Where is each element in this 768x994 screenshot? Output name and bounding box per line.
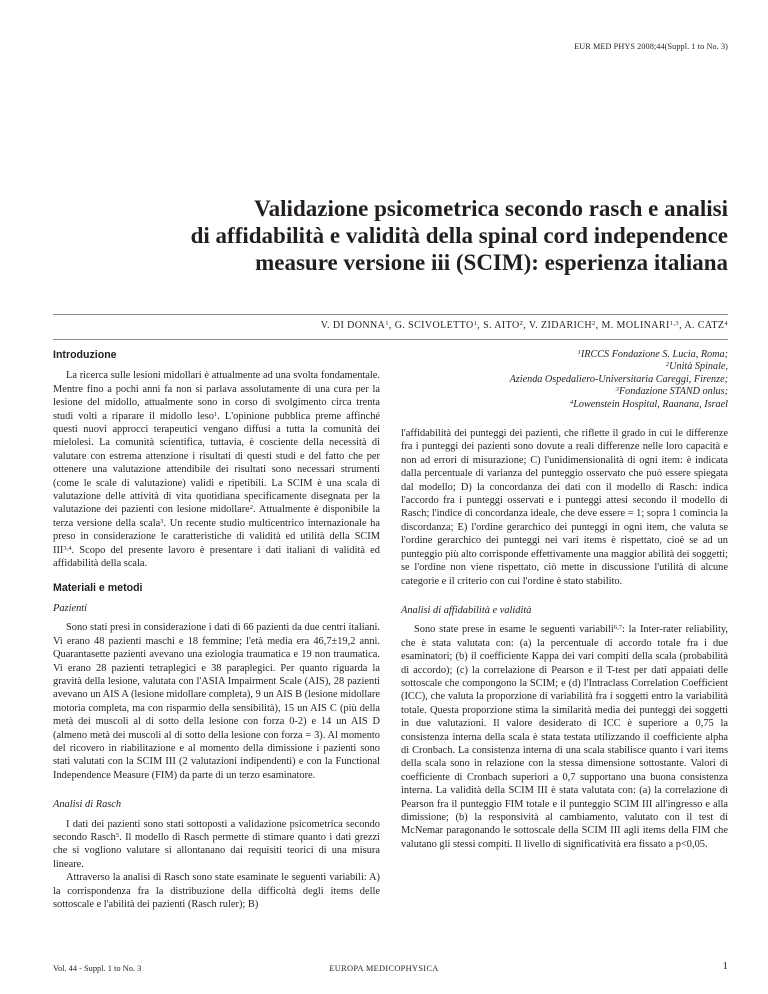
- reliability-section: [401, 604, 728, 851]
- page-number: 1: [722, 960, 728, 972]
- footer-volume: Vol. 44 - Suppl. 1 to No. 3: [53, 964, 142, 973]
- introduction-paragraph: La ricerca sulle lesioni midollari è attualmente ad una svolta fondamentale. Mentre fino a pochi anni fa non si parlava assolutamente di una cura per la lesione del midollo, attualmente sono in corso di svolgimento circa trenta studi volti a riparare il midollo leso$^1$. L'opinione pubblica preme affinché questi nuovi approcci terapeutici vengano diffusi a tutta la comunità dei mielolesi. La comunità scientifica, tuttavia, è cosciente della necessità di valutare con estrema attenzione i risultati di questi studi e del fatto che per ottenere una valutazione attendibile dei risultati sono necessari strumenti (come le scale di valutazione) validi e ripetibili. La SCIM è una scala di valutazione delle attività di vita quotidiana specificamente disegnata per la valutazione dei pazienti con lesione midollare$^2$. Attualmente è disponibile la terza versione della scala$^3$. Un recente studio multicentrico internazionale ha preso in considerazione le caratteristiche di validità ed utilità della SCIM III$^{3,4}$. Scopo del presente lavoro è presentare i dati italiani di validità ed affidabilità della scala.: [53, 370, 380, 570]
- affiliation-line: $^4$Lowenstein Hospital, Raanana, Israel: [569, 398, 728, 410]
- author-affiliation-marker: 2: [519, 320, 524, 327]
- author-name: V. DI DONNA: [320, 320, 386, 331]
- author-name: S. AITO: [483, 320, 520, 331]
- patients-subheading: Pazienti: [53, 602, 88, 614]
- affiliation-line: $^1$IRCCS Fondazione S. Lucia, Roma;: [577, 349, 728, 360]
- title-line-3: measure versione iii (SCIM): esperienza italiana: [255, 250, 728, 275]
- rasch-subheading: Analisi di Rasch: [53, 799, 122, 811]
- title-line-1: Validazione psicometrica secondo rasch e analisi: [254, 196, 728, 221]
- introduction-section: [53, 349, 380, 571]
- reliability-subheading: Analisi di affidabilità e validità: [401, 604, 532, 616]
- author-affiliation-marker: 1,3: [669, 320, 680, 327]
- reliability-paragraph: Sono state prese in esame le seguenti variabili$^{6,7}$: la Inter-rater reliability, che è stata valutata con: (a) la percentuale di accordo totale fra i due esaminatori; (b) il coefficiente Kappa dei vari compiti della scala (probabilità di accordo); (c) la correlazione di Pearson e il T-test per dati appaiati delle sottoscale che compongono la SCIM; e (d) l'Intraclass Correlation Coefficient (ICC), che valuta la proporzione di variabilità fra i soggetti entro la variabilità totale. Questa proporzione stima la similarità media dei punteggi dei soggetti in due valutazioni. Il valore desiderato di ICC è superiore a 0,75 la consistenza interna della scala è stata testata utilizzando il coefficiente alpha di Cronbach. La consistenza interna di una scala stabilisce quanto i vari items della scala sono in relazione con la stessa dimensione sottostante. Valori di coefficiente di Cronbach superiori a 0,7 supportano una buona consistenza interna. La validità della SCIM III è stata valutata con: (a) la correlazione di Pearson fra il punteggio FIM totale e il punteggio SCIM III all'ingresso e alla dimissione; (b) la responsività al cambiamento, valutato con il test di McNemar paragonando le sottoscale della SCIM III agli items della FIM che valutano gli stessi compiti. Il livello di significatività era fissato a p<0,05.: [401, 624, 728, 850]
- rasch-paragraph-1: I dati dei pazienti sono stati sottoposti a validazione psicometrica secondo secondo Rasch$^5$. Il modello di Rasch permette di stimare quanto i dati grezzi che si vogliono valutare si allontanano dai requisiti teorici di una misura lineare.: [53, 818, 381, 870]
- footer-journal: EUROPA MEDICOPHYSICA: [329, 964, 439, 973]
- author-affiliation-marker: 4: [724, 320, 728, 327]
- left-column: [53, 349, 380, 922]
- author-name: V. ZIDARICH: [528, 320, 592, 331]
- rasch-paragraph-2-continued: l'affidabilità dei punteggi dei pazienti, che riflette il grado in cui le differenze fra i punteggi dei pazienti sono dovute a reali differenze nelle loro capacità e non ad errori di misurazione; C) l'unidimensionalità di ogni item: è indicata dalla percentuale di varianza del punteggio osservato che può essere spiegata dal modello; D) la concordanza dei dati con il modello di Rasch: indica l'accordo fra i punteggi osservati e i punteggi attesi secondo il modello di Rasch; l'indice di concordanza ideale, che deve essere = 1; sopra 1 comincia la discordanza; E) l'ordine gerarchico dei punteggi in ogni item, che valuta se l'ordine gerarchico dei punteggi nei vari items è rispettato, cioè se ad un punteggio più alto corrisponde effettivamente una maggior abilità dei soggetti; se l'ordine non viene rispettato, ciò mette in discussione l'utilità di alcune categorie e il criterio con cui l'ordine è stato stabilito.: [401, 428, 728, 587]
- author-name: A. CATZ: [684, 320, 725, 331]
- running-header: EUR MED PHYS 2008;44(Suppl. 1 to No. 3): [574, 42, 728, 51]
- author-affiliation-marker: 1: [385, 320, 389, 327]
- author-affiliation-marker: 1: [473, 320, 478, 327]
- affiliations: [401, 349, 728, 411]
- affiliation-line: $^2$Unità Spinale,: [665, 361, 728, 373]
- author-rule-bottom: [53, 339, 728, 340]
- affiliation-line: Azienda Ospedaliero-Universitaria Careggi, Firenze;: [509, 373, 728, 385]
- methods-heading: Materiali e metodi: [53, 581, 143, 594]
- patients-paragraph: Sono stati presi in considerazione i dati di 66 pazienti da due centri italiani. Vi erano 48 pazienti maschi e 18 femmine; l'età media era 46,7±19,2 anni. Quarantasette pazienti avevano una eziologia traumatica e 19 non traumatica. Vi erano 28 pazienti tetraplegici e 38 paraplegici. Per quanto riguarda la gravità della lesione, valutata con l'ASIA Impairment Scale (AIS), 28 pazienti avevano un AIS A (lesione midollare completa), 9 un AIS B (lesione midollare motoria completa, ma con risparmio della sensibilità), 15 un AIS C (più della metà dei muscoli al di sotto della lesione con forza 0-2) e 14 un AIS D (almeno metà dei muscoli al di sotto della lesione con forza = 3). Al momento del ricovero in riabilitazione e al momento della dimissione i pazienti sono stati valutati con la SCIM III (2 valutazioni indipendenti) e con la Functional Independence Measure (FIM) da parte di un terzo esaminatore.: [53, 622, 380, 781]
- author-name: M. MOLINARI: [601, 320, 670, 331]
- author-affiliation-marker: 2: [591, 320, 596, 327]
- right-column: [401, 349, 728, 862]
- title-line-2: di affidabilità e validità della spinal cord independence: [190, 223, 728, 248]
- introduction-heading: Introduzione: [53, 349, 117, 361]
- methods-section: [53, 582, 380, 912]
- affiliation-line: $^3$Fondazione STAND onlus;: [615, 386, 728, 398]
- author-name: G. SCIVOLETTO: [394, 320, 474, 331]
- article-title: [90, 195, 728, 276]
- author-rule-top: [53, 314, 728, 315]
- rasch-paragraph-2: Attraverso la analisi di Rasch sono state esaminate le seguenti variabili: A) la corrispondenza fra la distribuzione della difficoltà degli items delle sottoscale e l'abilità dei pazienti (Rasch ruler); B): [53, 872, 380, 911]
- author-list: V. DI DONNA$^1$, G. SCIVOLETTO$^1$, S. AITO$^2$, V. ZIDARICH$^2$, M. MOLINARI$^{1,3}$, A. CATZ$^4$: [320, 320, 728, 331]
